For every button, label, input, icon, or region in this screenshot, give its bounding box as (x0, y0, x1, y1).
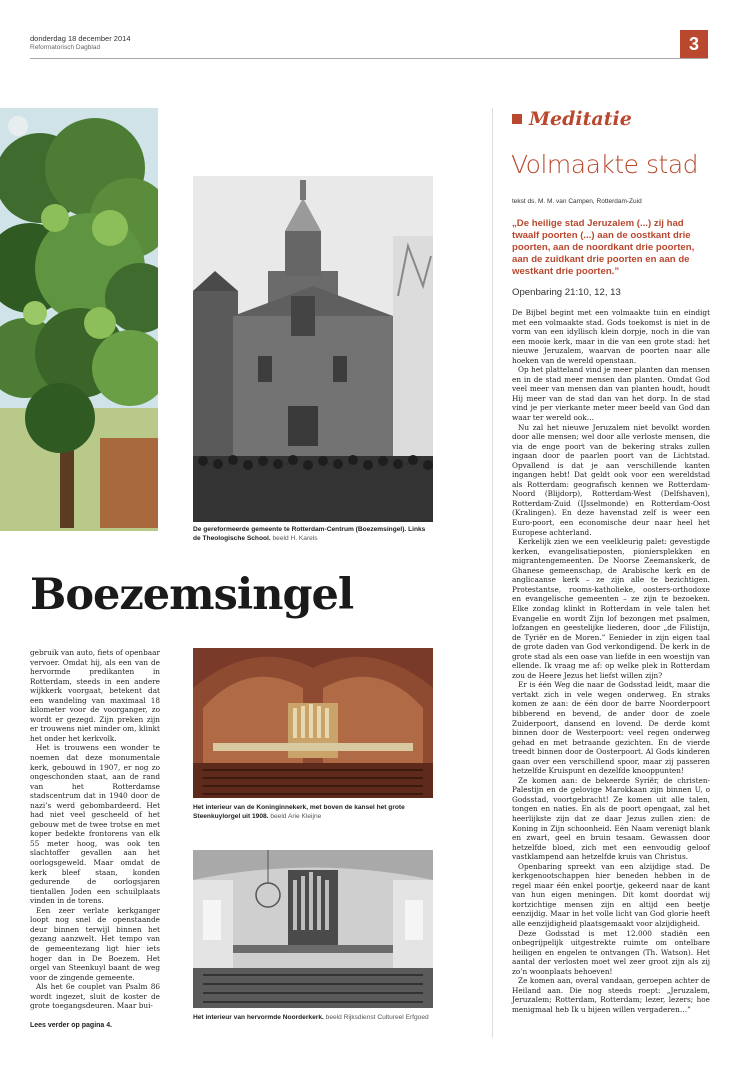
meditatie-paragraph: Ze komen aan: de bekeerde Syriër, de christen-Palestijn en de gelovige Marokkaan zijn binnen U, o Godsstad, voortgebracht! Ze komen uit alle talen, tongen en naties. En als de poort opengaat, zal het heerlijkste zijn dat ze daar Jezus zullen zien: de Koning in Zijn schoonheid. Eén Naam verenigt blank en zwart, geel en bruin tesaam. Gewassen door hetzelfde bloed, zich met een eenvoudig geloof vastklampend aan hetzelfde kruis van Christus. (512, 775, 710, 862)
page-number: 3 (680, 30, 708, 58)
meditatie-title: Volmaakte stad (511, 150, 699, 179)
article-paragraph: Een zeer verlate kerkganger loopt nog snel de openstaande deur binnen terwijl binnen het gezang aanzwelt. Het tempo van de gemeentezang ligt hier iets hoger dan in De Boezem. Het orgel van Steenkuyl baant de weg voor de zingende gemeente. (30, 905, 160, 982)
meditatie-byline: tekst ds. M. M. van Campen, Rotterdam-Zuid (512, 198, 642, 205)
article-paragraph: Het is trouwens een wonder te noemen dat deze monumentale kerk, gebouwd in 1907, er nog zo ongeschonden staat, aan de rand van het Rotterdamse stadscentrum dat in 1940 door de nazi’s werd gebombardeerd. Het had niet veel gescheeld of het gebouw met de twee trotse en met koper bedekte frontorens van elk 55 meter hoog, was ook ten slachtoffer gevallen aan het oorlogsgeweld. Maar omdat de kerk bleef staan, konden gedurende de oorlogsjaren tientallen Joden een schuilplaats vinden in de torens. (30, 743, 160, 906)
header-rule (30, 58, 708, 59)
caption-credit: beeld Rijksdienst Cultureel Erfgoed (325, 1014, 429, 1021)
bible-quote: „De heilige stad Jeruzalem (...) zij had twaalf poorten (...) aan de oostkant drie poorten, aan de noordkant drie poorten, aan de zuidkant drie poorten en aan de westkant drie poorten.” (512, 218, 695, 277)
kicker-label: Meditatie (529, 108, 632, 130)
caption-text: Het interieur van hervormde Noorderkerk. (193, 1014, 324, 1021)
meditatie-paragraph: Op het platteland vind je meer planten dan mensen en in de stad meer mensen dan planten. Omdat God veel meer van mensen dan van planten houdt, houdt Hij meer van de stad dan van het dorp. In de stad vind je per vierkante meter meer beeld van God dan waar ter wereld ook… (512, 365, 710, 423)
meditatie-paragraph: Er is één Weg die naar de Godsstad leidt, maar die vertakt zich in vele wegen onderweg. En straks komen ze aan: de één door de barre Noorderpoort bibberend en bevend, de ander door de zoele Zuiderpoort, dansend en lovend. De derde komt binnen door de Westerpoort: veel regen onderweg gehad en met betraande gezichten. En de vierde treedt binnen door de Oosterpoort. Al Gods kinderen gaan over een verschillend spoor, maar zij passeren hetzelfde Kruispunt en dezelfde knooppunten! (512, 680, 710, 776)
continued-link[interactable]: Lees verder op pagina 4. (30, 1022, 113, 1029)
kicker-square-icon (512, 114, 522, 124)
church-exterior-caption (193, 525, 433, 543)
noorderkerk-caption (193, 1013, 433, 1022)
meditatie-paragraph: Nu zal het nieuwe Jeruzalem niet bevolkt worden door alle mensen; wel door alle verloste mensen, die via de enge poort van de bekering straks zullen ingaan door de paarlen poort van de Lichtstad. Opvallend is dat je aan verschillende kanten ingangen hebt! Dat geldt ook voor een wereldstad als Rotterdam: geografisch kennen we Rotterdam-Noord (Blijdorp), Rotterdam-West (Delfshaven), Rotterdam-Zuid (IJsselmonde) en Rotterdam-Oost (Kralingen). En deze havenstad zelf is weer een Euro-poort, een economische deur naar heel het Europese achterland. (512, 422, 710, 537)
article-headline: Boezemsingel (30, 570, 354, 620)
section-kicker (512, 108, 632, 130)
meditatie-paragraph: Deze Godsstad is met 12.000 stadiën een onbegrijpelijk uitgestrekte ruimte om ontelbare heiligen en engelen te ontvangen (Th. Watson). Het aantal der verlosten moet wel zeer groot zijn als zij zo’n woonplaats behoeven! (512, 928, 710, 976)
article-body (30, 648, 160, 1011)
bible-reference: Openbaring 21:10, 12, 13 (512, 287, 621, 298)
header-paper-name: Reformatorisch Dagblad (30, 44, 101, 51)
caption-text: Het interieur van de Koninginnekerk, met boven de kansel het grote Steenkuylorgel uit 1908. (193, 804, 405, 820)
article-paragraph: Als het 6e couplet van Psalm 86 wordt ingezet, sluit de koster de grote toegangsdeuren. Maar bui- (30, 982, 160, 1011)
koninginnekerk-caption (193, 803, 433, 821)
article-paragraph: gebruik van auto, fiets of openbaar vervoer. Omdat hij, als een van de hervormde predikanten in Rotterdam, steeds in een andere wijkkerk voorgaat, betekent dat een wandeling van maximaal 18 kilometer voor de voorganger, zo wordt er gezegd. Zijn preken zijn er trouwens niet minder om, klinkt het onder het kerkvolk. (30, 648, 160, 743)
church-exterior-photo (193, 176, 433, 522)
caption-credit: beeld Arie Kleijne (270, 813, 322, 820)
noorderkerk-interior-photo (193, 850, 433, 1008)
caption-credit: beeld H. Karels (272, 535, 318, 542)
column-divider (492, 108, 493, 1038)
koninginnekerk-interior-photo (193, 648, 433, 798)
caption-text: De gereformeerde gemeente te Rotterdam-Centrum (Boezemsingel). Links de Theologische School. (193, 526, 426, 542)
meditatie-paragraph: Openbaring spreekt van een alzijdige stad. De kerkgenootschappen hier beneden hebben in de regel maar één enkel poortje, gekeerd naar de kant van hun eigen meningen. Dit komt doordat wij kortzichtige mensen zijn en altijd een beetje eenzijdig. Maar in het volle licht van God glorie heeft alle eenzijdigheid plaatsgemaakt voor alzijdigheid. (512, 861, 710, 928)
header-date: donderdag 18 december 2014 (30, 34, 131, 43)
meditatie-paragraph: De Bijbel begint met een volmaakte tuin en eindigt met een volmaakte stad. Gods toekomst is niet in de vorm van een idyllisch klein dorpje, noch in die van een mooie kerk, maar in die van een grote stad: het nieuwe Jeruzalem, waarvan de poorten naar alle hoeken van de wereld openstaan. (512, 308, 710, 365)
meditatie-body (512, 308, 710, 1014)
meditatie-paragraph: Kerkelijk zien we een veelkleurig palet: gevestigde kerken, evangelisatieposten, pioniersplekken en migrantengemeenten. De Noorse Zeemanskerk, de Ghanese gemeenschap, de Arabische kerk en de anglicaanse kerk – ze zijn alle te bezichtigen. Protestantse, rooms-katholieke, oosters-orthodoxe en evangelische gemeenten – ze zijn te bezoeken. Elke zondag klinkt in Rotterdam in vele talen het Evangelie en wordt Zijn lof bezongen met psalmen, lofzangen en geestelijke liederen, door „de Filistijn, de Tyriër en de Moren.” Eenieder in zijn eigen taal de grote daden van God verkondigend. De kerk in de grote stad als een oase van liefde in een woestijn van ellende. Ik vraag me af: op welke plek in Rotterdam zou de Heere Jezus het liefst willen zijn? (512, 537, 710, 680)
meditatie-paragraph: Ze komen aan, overal vandaan, geroepen achter de Heiland aan. Die nog steeds roept: „Jeruzalem, Jeruzalem; Rotterdam, Rotterdam; lezer, lezers; hoe menigmaal heb Ik u bijeen willen vergaderen…” (512, 976, 710, 1014)
tree-illustration (0, 108, 158, 531)
